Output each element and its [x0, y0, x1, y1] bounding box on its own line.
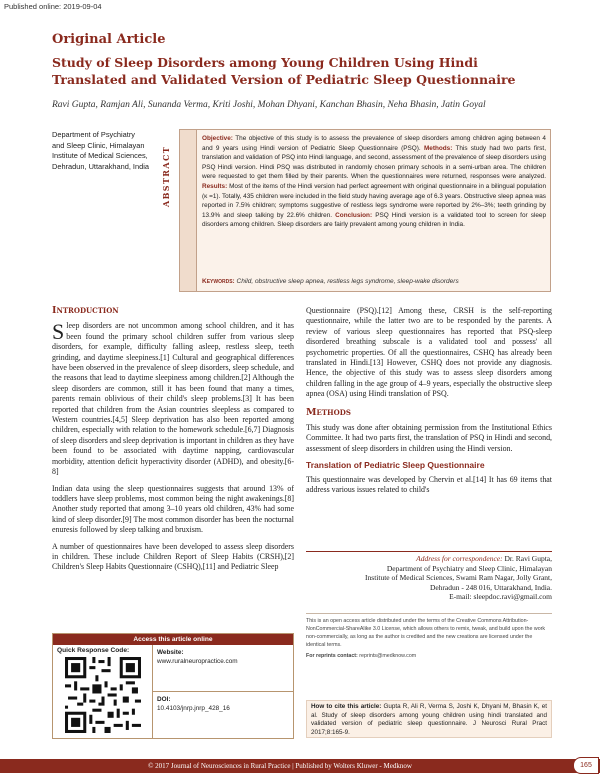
left-column — [52, 306, 294, 579]
objective-text: The objective of this study is to assess the prevalence of sleep disorders among children aging between 4 and 9 years using Hindi version of Pediatric Sleep Questionnaire (PSQ). — [202, 135, 546, 152]
intro-paragraph: Indian data using the sleep questionnaires suggests that around 13% of toddlers have sleep problems, most common being the night awakenings.[8] Another study reported that among 3–10 years old children, 43% had some kind of sleep disorder.[9] The most common disorder has been the nocturnal enuresis followed by sleep talking and bruxism. — [52, 483, 294, 535]
qr-cell — [53, 645, 153, 739]
keywords-label: Keywords: — [202, 278, 235, 285]
doi-label: DOI: — [157, 696, 171, 703]
citation-text: Gupta R, Ali R, Verma S, Joshi K, Dhyani M, Bhasin K, et al. Study of sleep disorders among young children using hindi translated and validated version of pediatric sleep questionnaire. J Neurosci Rural Pract 2017;8:165-9. — [311, 703, 547, 736]
license-block — [306, 613, 552, 663]
conclusion-text: PSQ Hindi version is a validated tool to screen for sleep disorders among children. Sleep disorders are fairly prevalent among young children in India. — [202, 211, 547, 229]
abstract-tab — [161, 130, 197, 291]
citation-label: How to cite this article: — [311, 703, 382, 710]
abstract-box — [161, 129, 551, 292]
qr-code-icon[interactable] — [65, 657, 141, 733]
correspondence-line: Dehradun - 248 016, Uttarakhand, India. — [429, 582, 552, 592]
keywords-text: Child, obstructive sleep apnea, restless legs syndrome, sleep-wake disorders — [236, 278, 459, 285]
correspondence-label: Address for correspondence: — [416, 554, 503, 563]
access-box-header: Access this article online — [53, 634, 293, 645]
intro-paragraph — [52, 321, 294, 477]
methods-label: Methods: — [423, 144, 453, 152]
methods-heading: Methods — [306, 406, 351, 418]
reprints-label: For reprints contact: — [306, 653, 358, 659]
intro-paragraph-text: leep disorders are not uncommon among school children, and it has been found the primary school children suffer from various sleep disorders, for example, difficulty falling asleep, restless sleep, teeth grinding, and daytime sleepiness.[1] Cultural and geographical differences have been observed in the prevalence of sleep disorders, sleep schedule, and the reasons that lead to daytime sleepiness among children.[2] Although the sleep disorders are common, still it has been found that many a times, parents remain oblivious of their child's sleep problems.[3] It has been reported that children from the Asian countries sleepless as compared to Western countries.[4,5] Sleep deprivation has also been reported among children, especially with relation to the homework schedule.[6,7] Diagnosis of sleep disorders and sleep deprivation is important in children as they have been found to be associated with daytime napping, cardiovascular morbidity, attention deficit hyperactivity disorder (ADHD), and obesity.[6-8] — [52, 321, 294, 477]
drop-cap: S — [52, 319, 65, 345]
methods-paragraph: This study was done after obtaining permission from the Institutional Ethics Committee. It had two parts first, the translation of PSQ in Hindi and second, assessment of sleep disorders in children using the Hindi version. — [306, 423, 552, 453]
correspondence-email[interactable]: E-mail: sleepdoc.ravi@gmail.com — [449, 592, 552, 601]
correspondence-name: Dr. Ravi Gupta, — [504, 554, 552, 563]
objective-label: Objective: — [202, 135, 233, 142]
page-number: 165 — [573, 757, 599, 774]
results-label: Results: — [202, 182, 228, 190]
body-paragraph: Questionnaire (PSQ).[12] Among these, CRSH is the self-reporting questionnaire, while the latter two are to be responded by the parents. A review of various sleep questionnaires has reported that PSQ-sleep disordered breathing subscale is a validated tool and possess' all psychometric properties. Of all the questionnaires, CSHQ has already been translated in Hindi.[13] However, CSHQ does not provide any diagnosis. Hence, the objective of this study was to assess sleep disorders among children falling in the age group of 4–9 years, especially the obstructive sleep apnea (OSA) using Hindi translation of PSQ. — [306, 306, 552, 399]
conclusion-label: Conclusion: — [335, 211, 373, 219]
website-cell — [153, 645, 293, 692]
abstract-tab-label: ABSTRACT — [161, 145, 171, 207]
correspondence-line: Department of Psychiatry and Sleep Clinic, Himalayan — [386, 563, 552, 573]
website-link[interactable]: www.ruralneuropractice.com — [157, 658, 238, 665]
published-online-stamp: Published online: 2019-09-04 — [4, 2, 102, 11]
right-column — [306, 306, 552, 502]
affiliation-line: Department of Psychiatry — [52, 130, 135, 139]
keywords — [202, 278, 459, 285]
affiliation — [52, 130, 170, 172]
subsection-paragraph: This questionnaire was developed by Chervin et al.[14] It has 69 items that address various issues related to child's — [306, 474, 552, 495]
correspondence-block — [306, 551, 552, 602]
intro-paragraph: A number of questionnaires have been developed to assess sleep disorders in children. These include Children Report of Sleep Habits (CRSH),[2] Children's Sleep Habits Questionnaire (CSHQ),[11] and Pediatric Sleep — [52, 541, 294, 572]
introduction-heading: Introduction — [52, 305, 119, 316]
paper-title: Study of Sleep Disorders among Young Children Using Hindi Translated and Validated Version of Pediatric Sleep Questionnaire — [52, 55, 516, 87]
results-text: Most of the items of the Hindi version had perfect agreement with original questionnaire in a bilingual population (κ =1). Totally, 435 children were included in the field study having average age of 6.3 years. Obstructive sleep apnea was reported in 7.5% children; symptoms suggestive of restless legs syndrome were reported by 2%–3%; teeth grinding by 13.9% and sleep talking by 22.6% children. — [202, 182, 546, 219]
qr-label: Quick Response Code: — [57, 647, 130, 654]
citation-box — [306, 700, 552, 738]
doi-link[interactable]: 10.4103/jnrp.jnrp_428_16 — [157, 705, 230, 712]
article-type: Original Article — [52, 32, 166, 47]
website-label: Website: — [157, 649, 184, 656]
affiliation-line: Institute of Medical Sciences, — [52, 151, 148, 160]
affiliation-line: and Sleep Clinic, Himalayan — [52, 140, 145, 150]
doi-cell — [153, 692, 293, 739]
methods-text: This study had two parts first, translation and validation of PSQ into Hindi language, and second, assessment of the prevalence of sleep disorders using PSQ Hindi version. Hindi PSQ was distributed in randomly chosen primary schools in a semi-urban area. The children were requested to get them filled by their parents. When the questionnaires were returned, responses were analyzed. — [202, 144, 546, 181]
footer-text: © 2017 Journal of Neurosciences in Rural Practice | Published by Wolters Kluwer - Medknow — [148, 762, 412, 770]
subsection-heading: Translation of Pediatric Sleep Questionnaire — [306, 460, 485, 471]
author-list: Ravi Gupta, Ramjan Ali, Sunanda Verma, Kriti Joshi, Mohan Dhyani, Kanchan Bhasin, Neha Bhasin, Jatin Goyal — [52, 100, 486, 110]
abstract-text — [202, 134, 546, 230]
access-article-box — [52, 633, 294, 739]
reprints-email[interactable]: reprints@medknow.com — [359, 653, 417, 659]
license-text: This is an open access article distributed under the terms of the Creative Commons Attribution-NonCommercial-ShareAlike 3.0 License, which allows others to remix, tweak, and build upon the work non-commercially, as long as the author is credited and the new creations are licensed under the identical terms. — [306, 618, 546, 648]
affiliation-line: Dehradun, Uttarakhand, India — [52, 161, 149, 171]
correspondence-line: Institute of Medical Sciences, Swami Ram Nagar, Jolly Grant, — [365, 573, 552, 582]
